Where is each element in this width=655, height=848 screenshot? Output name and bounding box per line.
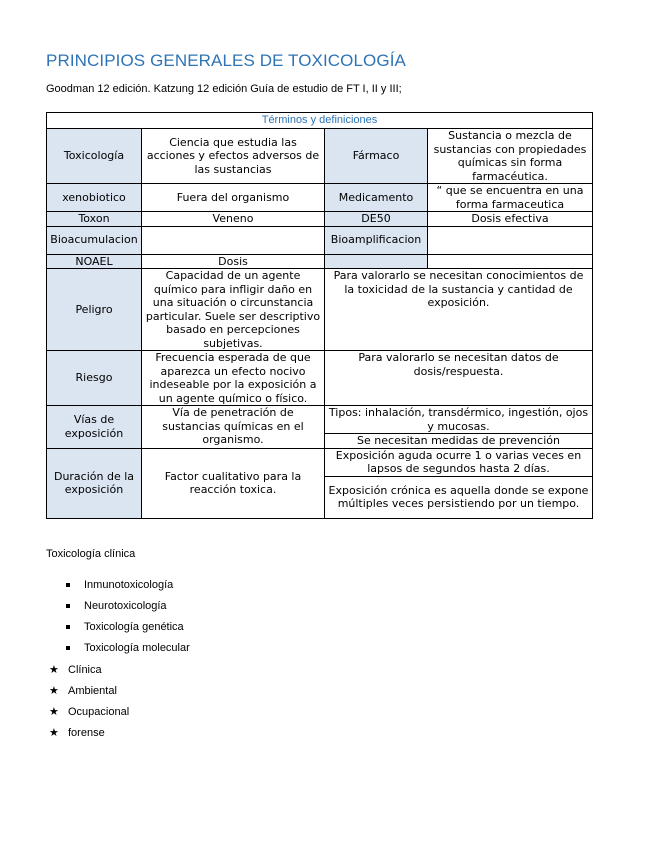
note-cell: Exposición aguda ocurre 1 o varias veces en lapsos de segundos hasta 2 días. xyxy=(325,448,593,476)
list-item xyxy=(84,620,190,641)
list-item xyxy=(84,599,190,620)
star-bullet-icon: ★ xyxy=(49,705,59,718)
definition-cell: Factor cualitativo para la reacción toxica. xyxy=(142,448,325,518)
square-bullet-icon xyxy=(66,646,70,650)
definitions-table xyxy=(46,112,593,519)
term-cell: Riesgo xyxy=(47,351,142,406)
sub-list xyxy=(84,578,190,662)
list-item-label: forense xyxy=(68,727,105,739)
term-cell: Vías de exposición xyxy=(47,406,142,449)
star-bullet-icon: ★ xyxy=(49,663,59,676)
list-item xyxy=(49,726,129,747)
definition-cell xyxy=(428,226,593,254)
star-list xyxy=(49,663,130,747)
term-cell xyxy=(325,254,428,269)
term-cell: NOAEL xyxy=(47,254,142,269)
definition-cell: Dosis xyxy=(142,254,325,269)
definition-cell: Sustancia o mezcla de sustancias con propiedades químicas sin forma farmacéutica. xyxy=(428,129,593,184)
note-cell: Para valorarlo se necesitan conocimientos de la toxicidad de la sustancia y cantidad de exposición. xyxy=(325,269,593,351)
table-row xyxy=(47,254,593,269)
list-item xyxy=(84,641,190,662)
definition-cell: Ciencia que estudia las acciones y efectos adversos de las sustancias xyxy=(142,129,325,184)
definition-cell: Fuera del organismo xyxy=(142,184,325,212)
list-item-label: Ambiental xyxy=(68,685,117,697)
table-row xyxy=(47,351,593,406)
list-item xyxy=(84,578,190,599)
term-cell: Toxon xyxy=(47,212,142,227)
subtitle: Goodman 12 edición. Katzung 12 edición Guía de estudio de FT I, II y III; xyxy=(46,83,402,95)
page-title: PRINCIPIOS GENERALES DE TOXICOLOGÍA xyxy=(46,51,406,70)
definition-cell xyxy=(142,226,325,254)
star-bullet-icon: ★ xyxy=(49,684,59,697)
list-item xyxy=(49,705,130,726)
note-cell: Se necesitan medidas de prevención xyxy=(325,434,593,449)
definition-cell: Frecuencia esperada de que aparezca un efecto nocivo indeseable por la exposición a un agente químico o físico. xyxy=(142,351,325,406)
term-cell: Fármaco xyxy=(325,129,428,184)
note-cell: Para valorarlo se necesitan datos de dosis/respuesta. xyxy=(325,351,593,406)
table-row xyxy=(47,184,593,212)
list-item-label: Toxicología molecular xyxy=(84,642,190,654)
list-item xyxy=(49,684,129,705)
table-row xyxy=(47,406,593,434)
list-item-label: Inmunotoxicología xyxy=(84,579,174,591)
table-row xyxy=(47,448,593,476)
definition-cell: “ que se encuentra en una forma farmaceutica xyxy=(428,184,593,212)
definition-cell: Capacidad de un agente químico para infligir daño en una situación o circunstancia particular. Suele ser descriptivo basado en percepciones subjetivas. xyxy=(142,269,325,351)
section-title: Toxicología clínica xyxy=(46,548,136,560)
term-cell: DE50 xyxy=(325,212,428,227)
term-cell: Peligro xyxy=(47,269,142,351)
note-cell: Exposición crónica es aquella donde se expone múltiples veces persistiendo por un tiempo. xyxy=(325,476,593,518)
definition-cell: Veneno xyxy=(142,212,325,227)
star-bullet-icon: ★ xyxy=(49,726,59,739)
term-cell: Toxicología xyxy=(47,129,142,184)
table-row xyxy=(47,212,593,227)
table-row xyxy=(47,129,593,184)
term-cell xyxy=(325,226,428,254)
square-bullet-icon xyxy=(66,604,70,608)
square-bullet-icon xyxy=(66,625,70,629)
definition-cell: Vía de penetración de sustancias químicas en el organismo. xyxy=(142,406,325,449)
term-text: Bioamplificacion xyxy=(330,233,422,247)
table-row xyxy=(47,269,593,351)
list-item-label: Ocupacional xyxy=(68,706,130,718)
table-row xyxy=(47,226,593,254)
definition-cell: Dosis efectiva xyxy=(428,212,593,227)
square-bullet-icon xyxy=(66,583,70,587)
list-item-label: Toxicología genética xyxy=(84,621,184,633)
note-cell: Tipos: inhalación, transdérmico, ingestión, ojos y mucosas. xyxy=(325,406,593,434)
table-caption: Términos y definiciones xyxy=(47,113,593,129)
term-cell: xenobiotico xyxy=(47,184,142,212)
term-text: Bioacumulacion xyxy=(50,233,138,247)
term-cell xyxy=(47,226,142,254)
list-item-label: Clínica xyxy=(68,664,102,676)
term-cell: Duración de la exposición xyxy=(47,448,142,518)
definition-cell xyxy=(428,254,593,269)
list-item-label: Neurotoxicología xyxy=(84,600,167,612)
term-cell: Medicamento xyxy=(325,184,428,212)
list-item xyxy=(49,663,129,684)
